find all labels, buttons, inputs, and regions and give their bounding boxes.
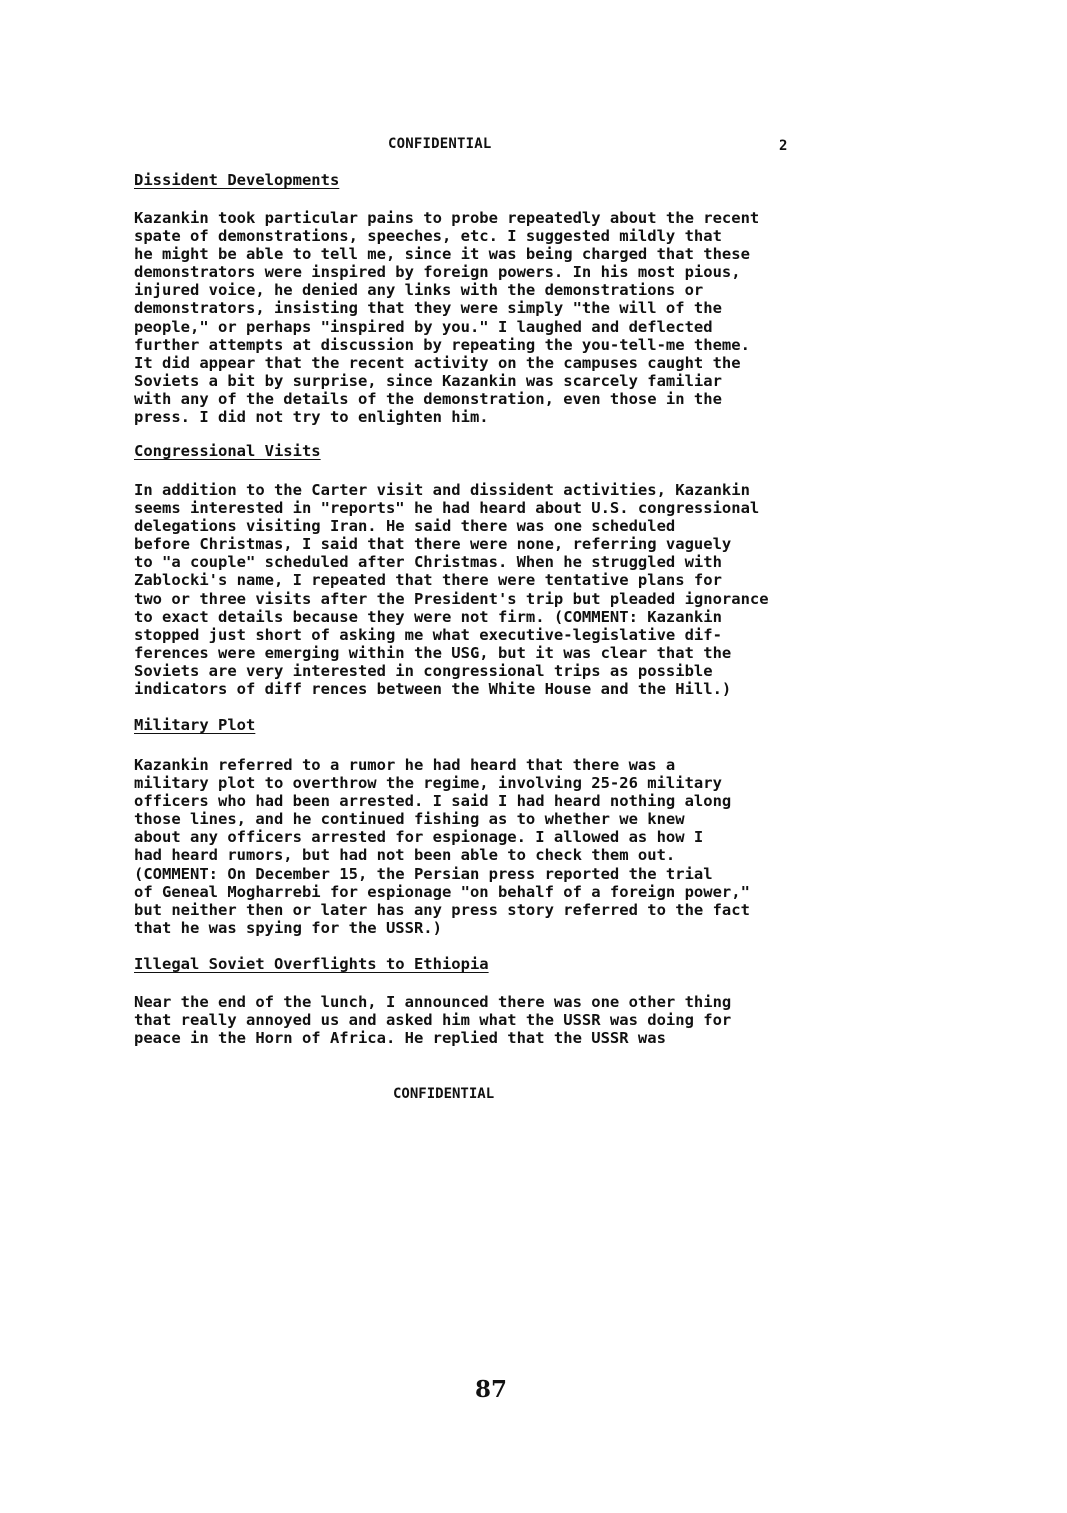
section-heading-congressional: Congressional Visits (134, 442, 321, 460)
text-line: with any of the details of the demonstration, even those in the (134, 389, 722, 408)
text-line: press. I did not try to enlighten him. (134, 408, 489, 427)
header-page-number: 2 (779, 138, 788, 154)
text-line: people," or perhaps "inspired by you." I laughed and deflected (134, 317, 713, 336)
text-line: Soviets a bit by surprise, since Kazankin was scarcely familiar (134, 371, 722, 390)
text-line: had heard rumors, but had not been able to check them out. (134, 846, 676, 865)
text-line: demonstrators were inspired by foreign powers. In his most pious, (134, 263, 741, 282)
text-line: those lines, and he continued fishing as to whether we knew (134, 810, 685, 829)
text-line: ferences were emerging within the USG, but it was clear that the (134, 643, 732, 662)
text-line: demonstrators, insisting that they were simply "the will of the (134, 299, 722, 318)
section-heading-military-plot: Military Plot (134, 716, 256, 734)
text-line: Zablocki's name, I repeated that there were tentative plans for (134, 571, 722, 590)
text-line: Kazankin took particular pains to probe repeatedly about the recent (134, 209, 760, 227)
text-line: before Christmas, I said that there were none, referring vaguely (134, 535, 732, 554)
text-line: of Geneal Mogharrebi for espionage "on behalf of a foreign power," (134, 882, 750, 901)
text-line: about any officers arrested for espionage. I allowed as how I (134, 828, 704, 847)
section-heading-overflights: Illegal Soviet Overflights to Ethiopia (134, 955, 489, 973)
section-body-congressional (134, 481, 769, 698)
footer-classification: CONFIDENTIAL (393, 1086, 495, 1102)
text-line: that really annoyed us and asked him what the USSR was doing for (134, 1011, 732, 1030)
text-line: (COMMENT: On December 15, the Persian press reported the trial (134, 864, 713, 883)
text-line: seems interested in "reports" he had heard about U.S. congressional (134, 499, 760, 518)
text-line: Kazankin referred to a rumor he had heard that there was a (134, 756, 676, 774)
text-line: but neither then or later has any press story referred to the fact (134, 900, 750, 919)
text-line: It did appear that the recent activity on the campuses caught the (134, 353, 741, 372)
text-line: to exact details because they were not firm. (COMMENT: Kazankin (134, 607, 722, 626)
text-line: In addition to the Carter visit and dissident activities, Kazankin (134, 481, 750, 499)
text-line: that he was spying for the USSR.) (134, 918, 442, 937)
text-line: he might be able to tell me, since it was being charged that these (134, 245, 750, 264)
text-line: two or three visits after the President's trip but pleaded ignorance (134, 589, 769, 608)
text-line: spate of demonstrations, speeches, etc. I suggested mildly that (134, 227, 722, 246)
text-line: officers who had been arrested. I said I had heard nothing along (134, 792, 732, 811)
header-classification: CONFIDENTIAL (388, 136, 492, 152)
section-body-military-plot (134, 756, 750, 937)
text-line: peace in the Horn of Africa. He replied that the USSR was (134, 1029, 666, 1048)
footer-page-number: 87 (475, 1376, 508, 1403)
text-line: military plot to overthrow the regime, involving 25-26 military (134, 774, 722, 793)
text-line: to "a couple" scheduled after Christmas. When he struggled with (134, 553, 722, 572)
text-line: delegations visiting Iran. He said there was one scheduled (134, 517, 676, 536)
text-line: Near the end of the lunch, I announced there was one other thing (134, 993, 732, 1011)
section-body-dissident (134, 209, 759, 426)
section-body-overflights (134, 993, 731, 1047)
text-line: Soviets are very interested in congressional trips as possible (134, 661, 713, 680)
text-line: indicators of diff rences between the White House and the Hill.) (134, 680, 732, 699)
text-line: further attempts at discussion by repeating the you-tell-me theme. (134, 335, 750, 354)
text-line: injured voice, he denied any links with the demonstrations or (134, 281, 704, 300)
text-line: stopped just short of asking me what executive-legislative dif- (134, 625, 722, 644)
section-heading-dissident: Dissident Developments (134, 171, 340, 189)
